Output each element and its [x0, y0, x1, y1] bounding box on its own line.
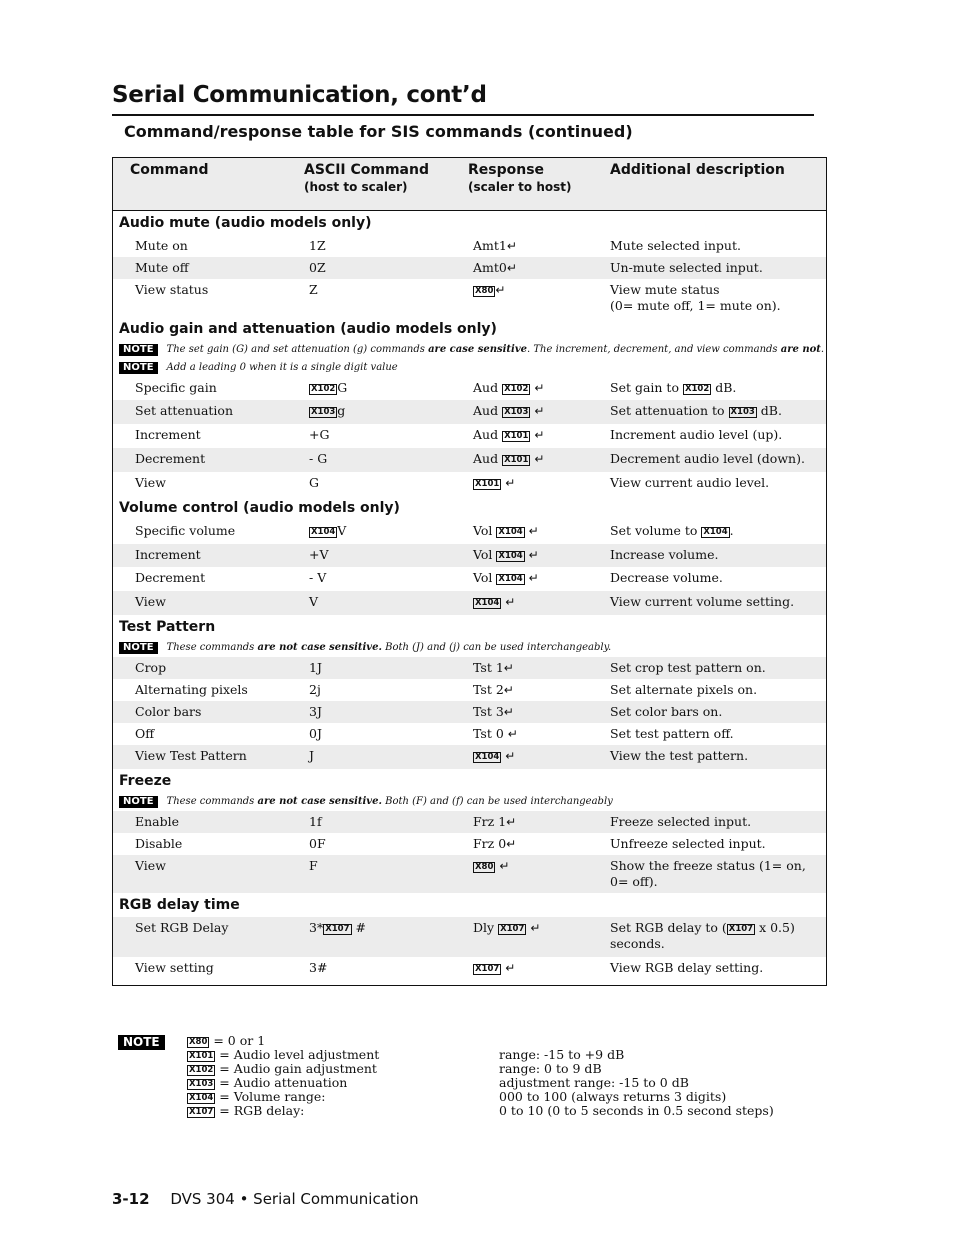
table-row: [113, 377, 826, 400]
group-title: Freeze: [119, 773, 172, 789]
response-cell: [473, 260, 517, 276]
variable-box: X103: [730, 407, 755, 417]
variable-box: X101: [504, 431, 529, 441]
variable-box: X103: [311, 407, 336, 417]
text-segment: Set alternate pixels on.: [610, 682, 758, 697]
section-heading: Command/response table for SIS commands (continued): [124, 122, 633, 141]
command-cell: Decrement: [135, 570, 206, 585]
command-cell: Specific volume: [135, 523, 236, 538]
command-cell: Specific gain: [135, 380, 217, 395]
command-cell: Increment: [135, 547, 201, 562]
description-cell: [610, 427, 815, 443]
variable-box: X107: [500, 924, 525, 934]
footnote-item: [187, 1089, 727, 1104]
text-segment: 1J: [309, 660, 322, 675]
response-cell: [473, 570, 539, 586]
text-segment: V: [337, 523, 347, 538]
text-segment: Un-mute selected input.: [610, 260, 763, 275]
response-cell: [473, 920, 540, 936]
table-row: [113, 723, 826, 745]
group-title: Audio gain and attenuation (audio models only): [119, 321, 497, 337]
command-cell: Crop: [135, 660, 167, 675]
description-cell: [610, 748, 815, 764]
description-cell: [610, 547, 815, 563]
footnote-definition: = Audio level adjustment: [215, 1047, 380, 1062]
description-cell: [610, 920, 815, 952]
text-segment: Set volume to: [610, 523, 702, 538]
command-cell: View: [135, 475, 166, 490]
table-row: [113, 957, 826, 981]
text-segment: Set test pattern off.: [610, 726, 734, 741]
table-row: [113, 701, 826, 723]
text-segment: x 0.5): [755, 920, 795, 935]
response-cell: [473, 682, 514, 698]
enter-key-icon: ↵: [495, 283, 506, 297]
response-cell: [473, 960, 515, 976]
text-segment: Aud: [473, 427, 503, 442]
ascii-command-cell: [309, 594, 318, 610]
note-badge: NOTE: [119, 796, 158, 808]
enter-key-icon: ↵: [528, 571, 539, 585]
command-cell: Alternating pixels: [135, 682, 248, 697]
description-cell: [610, 380, 815, 396]
text-segment: Set color bars on.: [610, 704, 723, 719]
variable-box: X104: [475, 752, 500, 762]
response-cell: [473, 238, 517, 254]
text-segment: +V: [309, 547, 329, 562]
description-cell: [610, 523, 815, 539]
enter-key-icon: ↵: [528, 548, 539, 562]
text-segment: g: [337, 403, 346, 418]
response-cell: [473, 451, 544, 467]
enter-key-icon: ↵: [503, 683, 514, 697]
description-cell: [610, 682, 815, 698]
enter-key-icon: ↵: [505, 476, 516, 490]
ascii-command-cell: [309, 682, 321, 698]
table-row: [113, 544, 826, 567]
text-segment: Tst 1: [473, 660, 504, 675]
ascii-command-cell: [309, 260, 326, 276]
footnote-range: 0 to 10 (0 to 5 seconds in 0.5 second steps): [499, 1103, 774, 1118]
text-segment: View mute status: [610, 282, 720, 297]
variable-box: X80: [475, 286, 494, 296]
footnote-range: 000 to 100 (always returns 3 digits): [499, 1089, 727, 1104]
command-cell: Increment: [135, 427, 201, 442]
text-segment: 3J: [309, 704, 322, 719]
text-segment: Tst 0: [473, 726, 508, 741]
text-segment: G: [309, 475, 319, 490]
text-segment: 0Z: [309, 260, 326, 275]
table-row: [113, 657, 826, 679]
enter-key-icon: ↵: [505, 749, 516, 763]
enter-key-icon: ↵: [534, 381, 545, 395]
header-ascii-command: [304, 162, 429, 195]
note-emphasis: are not case sensitive.: [257, 642, 382, 653]
text-segment: View the test pattern.: [610, 748, 749, 763]
text-segment: Amt0: [473, 260, 507, 275]
sis-command-table: [112, 157, 827, 986]
table-row: [113, 855, 826, 893]
description-cell: [610, 594, 815, 610]
footnote-definition: = Volume range:: [215, 1089, 326, 1104]
ascii-command-cell: [309, 660, 322, 676]
ascii-command-cell: [309, 427, 329, 443]
text-segment: Vol: [473, 547, 497, 562]
group-title: Test Pattern: [119, 619, 216, 635]
table-row: [113, 235, 826, 257]
text-segment: Decrease volume.: [610, 570, 723, 585]
footnote-item: [187, 1103, 774, 1118]
table-row: [113, 472, 826, 496]
text-segment: Vol: [473, 523, 497, 538]
header-response-sub: (scaler to host): [468, 180, 572, 194]
note-text: Add a leading 0 when it is a single digit value: [166, 362, 398, 373]
enter-key-icon: ↵: [530, 921, 541, 935]
header-response: [468, 162, 572, 195]
table-note: [113, 359, 826, 377]
variable-box: X102: [504, 384, 529, 394]
command-cell: View setting: [135, 960, 214, 975]
note-text: .: [820, 344, 825, 355]
response-cell: [473, 704, 514, 720]
text-segment: - G: [309, 451, 328, 466]
table-row: [113, 567, 826, 591]
text-segment: Aud: [473, 403, 503, 418]
note-emphasis: are case sensitive: [428, 344, 527, 355]
variable-box: X103: [504, 407, 529, 417]
table-row: [113, 591, 826, 615]
command-cell: View status: [135, 282, 209, 297]
note-text: These commands: [166, 642, 258, 653]
variable-box: X107: [475, 964, 500, 974]
ascii-command-cell: [309, 814, 322, 830]
table-row: [113, 917, 826, 957]
table-row: [113, 400, 826, 424]
variable-box: X104: [498, 574, 523, 584]
text-segment: Aud: [473, 380, 503, 395]
variable-box: X104: [311, 527, 336, 537]
table-note: [113, 639, 826, 657]
ascii-command-cell: [309, 475, 319, 491]
ascii-command-cell: [309, 920, 366, 936]
text-segment: .: [729, 523, 734, 538]
description-cell: [610, 960, 815, 976]
text-segment: Set attenuation to: [610, 403, 729, 418]
text-segment: Increment audio level (up).: [610, 427, 783, 442]
text-segment: Unfreeze selected input.: [610, 836, 766, 851]
text-segment: Dly: [473, 920, 499, 935]
header-command-label: Command: [130, 162, 209, 178]
enter-key-icon: ↵: [534, 452, 545, 466]
text-segment: Frz 0: [473, 836, 507, 851]
group-title: RGB delay time: [119, 897, 240, 913]
variable-box: X104: [498, 527, 523, 537]
variable-box: X107: [189, 1107, 214, 1117]
description-cell: [610, 403, 815, 419]
note-text: Both (J) and (j) can be used interchangeably.: [381, 642, 612, 653]
table-row: [113, 448, 826, 472]
page-footer: [112, 1190, 419, 1208]
footnote-definition: = RGB delay:: [215, 1103, 305, 1118]
enter-key-icon: ↵: [506, 815, 517, 829]
text-segment: Mute selected input.: [610, 238, 741, 253]
variable-box: X80: [475, 862, 494, 872]
footnote-definition: = Audio attenuation: [215, 1075, 348, 1090]
enter-key-icon: ↵: [505, 595, 516, 609]
text-segment: Tst 2: [473, 682, 504, 697]
header-command: [130, 162, 209, 178]
text-segment: 0F: [309, 836, 326, 851]
enter-key-icon: ↵: [507, 727, 518, 741]
response-cell: [473, 814, 516, 830]
variable-box: X104: [498, 551, 523, 561]
note-text: Both (F) and (f) can be used interchangeably: [381, 796, 613, 807]
enter-key-icon: ↵: [503, 705, 514, 719]
footnote-range: range: -15 to +9 dB: [499, 1047, 625, 1062]
text-segment: - V: [309, 570, 327, 585]
variable-box: X104: [475, 598, 500, 608]
response-cell: [473, 858, 509, 874]
command-cell: Set attenuation: [135, 403, 234, 418]
footnote-item: [187, 1047, 625, 1062]
ascii-command-cell: [309, 748, 314, 764]
variable-box: X102: [684, 384, 710, 394]
description-cell: [610, 570, 815, 586]
variable-box: X102: [311, 384, 336, 394]
response-cell: [473, 403, 544, 419]
description-cell: [610, 704, 815, 720]
response-cell: [473, 594, 515, 610]
command-cell: View: [135, 858, 166, 873]
description-cell: [610, 858, 815, 890]
text-segment: Set RGB delay to (: [610, 920, 727, 935]
command-cell: Mute on: [135, 238, 188, 253]
ascii-command-cell: [309, 570, 326, 586]
note-badge: NOTE: [119, 642, 158, 654]
ascii-command-cell: [309, 704, 322, 720]
page-title: Serial Communication, cont’d: [112, 82, 487, 108]
header-ascii-label: ASCII Command: [304, 162, 429, 178]
note-badge: NOTE: [118, 1035, 165, 1050]
description-cell: [610, 238, 815, 254]
table-row: [113, 424, 826, 448]
enter-key-icon: ↵: [534, 428, 545, 442]
command-cell: View: [135, 594, 166, 609]
note-emphasis: are not case sensitive.: [257, 796, 382, 807]
table-note: [113, 793, 826, 811]
footnote-item: [187, 1034, 265, 1048]
description-cell: [610, 660, 815, 676]
table-body: [113, 211, 826, 981]
command-cell: Enable: [135, 814, 180, 829]
description-cell: [610, 726, 815, 742]
response-cell: [473, 547, 539, 563]
description-cell: [610, 475, 815, 491]
variable-box: X101: [189, 1051, 214, 1061]
group-title: Volume control (audio models only): [119, 500, 400, 516]
text-segment: Show the freeze status (1= on, 0= off).: [610, 858, 806, 889]
ascii-command-cell: [309, 238, 326, 254]
table-row: [113, 279, 826, 317]
header-description: [610, 162, 785, 178]
table-row: [113, 833, 826, 855]
text-segment: G: [337, 380, 348, 395]
table-note: [113, 341, 826, 359]
note-text: The set gain (G) and set attenuation (g) commands: [166, 344, 429, 355]
table-row: [113, 745, 826, 769]
header-response-label: Response: [468, 162, 545, 178]
text-segment: V: [309, 594, 319, 609]
text-segment: J: [309, 748, 315, 763]
command-cell: Mute off: [135, 260, 189, 275]
text-segment: +G: [309, 427, 330, 442]
ascii-command-cell: [309, 282, 318, 298]
text-segment: Amt1: [473, 238, 507, 253]
group-title: Audio mute (audio models only): [119, 215, 372, 231]
ascii-command-cell: [309, 836, 326, 852]
footnote-definition: = 0 or 1: [209, 1033, 266, 1048]
response-cell: [473, 475, 515, 491]
table-row: [113, 257, 826, 279]
ascii-command-cell: [309, 523, 346, 539]
footnote-item: [187, 1075, 689, 1090]
ascii-command-cell: [309, 547, 329, 563]
response-cell: [473, 748, 515, 764]
command-cell: Decrement: [135, 451, 206, 466]
footnote-item: [187, 1061, 602, 1076]
footnote-range: range: 0 to 9 dB: [499, 1061, 602, 1076]
header-description-label: Additional description: [610, 162, 785, 178]
text-segment: 1Z: [309, 238, 326, 253]
text-segment: Z: [309, 282, 318, 297]
footnote-definition: = Audio gain adjustment: [215, 1061, 377, 1076]
text-segment: 2j: [309, 682, 321, 697]
ascii-command-cell: [309, 858, 318, 874]
response-cell: [473, 282, 505, 298]
footnote-range: adjustment range: -15 to 0 dB: [499, 1075, 689, 1090]
command-cell: Disable: [135, 836, 183, 851]
variable-box: X107: [325, 924, 350, 934]
text-segment: #: [351, 920, 366, 935]
text-segment: 1f: [309, 814, 322, 829]
text-segment: Decrement audio level (down).: [610, 451, 805, 466]
enter-key-icon: ↵: [506, 261, 517, 275]
enter-key-icon: ↵: [506, 239, 517, 253]
text-segment: View RGB delay setting.: [610, 960, 764, 975]
enter-key-icon: ↵: [534, 404, 545, 418]
ascii-command-cell: [309, 451, 327, 467]
command-cell: Set RGB Delay: [135, 920, 229, 935]
table-row: [113, 520, 826, 544]
response-cell: [473, 380, 544, 396]
variable-box: X107: [728, 924, 754, 934]
command-cell: Color bars: [135, 704, 202, 719]
ascii-command-cell: [309, 960, 327, 976]
description-cell: [610, 836, 815, 852]
description-cell: [610, 282, 815, 314]
note-badge: NOTE: [119, 344, 158, 356]
text-segment: Tst 3: [473, 704, 504, 719]
description-cell: [610, 260, 815, 276]
variable-box: X104: [189, 1093, 214, 1103]
text-segment: Set gain to: [610, 380, 683, 395]
variable-box: X104: [703, 527, 728, 537]
variable-box: X101: [504, 455, 529, 465]
note-emphasis: are not: [780, 344, 821, 355]
enter-key-icon: ↵: [505, 961, 516, 975]
variable-box: X102: [189, 1065, 214, 1075]
text-segment: Increase volume.: [610, 547, 719, 562]
description-cell: [610, 451, 815, 467]
response-cell: [473, 427, 544, 443]
text-segment: Aud: [473, 451, 503, 466]
text-segment: 3*: [309, 920, 324, 935]
note-text: These commands: [166, 796, 258, 807]
command-cell: View Test Pattern: [135, 748, 247, 763]
ascii-command-cell: [309, 380, 347, 396]
command-cell: Off: [135, 726, 155, 741]
text-segment: 0J: [309, 726, 322, 741]
response-cell: [473, 523, 539, 539]
page-number: 3-12: [112, 1190, 150, 1208]
title-rule: [112, 114, 814, 116]
footer-text: DVS 304 • Serial Communication: [170, 1190, 419, 1208]
text-segment: View current volume setting.: [610, 594, 795, 609]
response-cell: [473, 836, 516, 852]
text-segment: Vol: [473, 570, 497, 585]
variable-box: X101: [475, 479, 500, 489]
text-segment: dB.: [711, 380, 737, 395]
ascii-command-cell: [309, 403, 345, 419]
ascii-command-cell: [309, 726, 322, 742]
table-row: [113, 679, 826, 701]
text-segment: dB.: [756, 403, 782, 418]
response-cell: [473, 726, 518, 742]
enter-key-icon: ↵: [528, 524, 539, 538]
text-segment: F: [309, 858, 318, 873]
enter-key-icon: ↵: [499, 859, 510, 873]
enter-key-icon: ↵: [506, 837, 517, 851]
text-segment: View current audio level.: [610, 475, 770, 490]
text-segment: Frz 1: [473, 814, 507, 829]
note-text: . The increment, decrement, and view commands: [527, 344, 781, 355]
variable-box: X103: [189, 1079, 214, 1089]
table-header: [113, 158, 826, 211]
text-segment: seconds.: [610, 936, 665, 951]
response-cell: [473, 660, 514, 676]
variable-box: X80: [189, 1037, 208, 1047]
note-badge: NOTE: [119, 362, 158, 374]
text-segment: Set crop test pattern on.: [610, 660, 766, 675]
text-segment: Freeze selected input.: [610, 814, 752, 829]
text-segment: 3#: [309, 960, 328, 975]
header-ascii-sub: (host to scaler): [304, 180, 408, 194]
enter-key-icon: ↵: [503, 661, 514, 675]
table-row: [113, 811, 826, 833]
description-cell: [610, 814, 815, 830]
text-segment: (0= mute off, 1= mute on).: [610, 298, 781, 313]
